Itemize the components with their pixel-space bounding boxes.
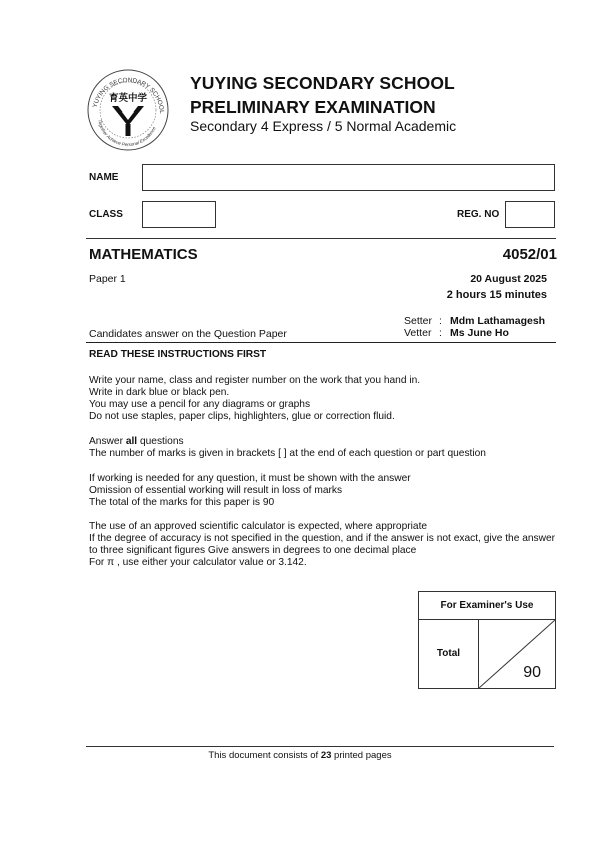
subject-title: MATHEMATICS <box>89 246 198 263</box>
exam-date: 20 August 2025 <box>470 273 547 285</box>
setter-colon: : <box>439 315 442 327</box>
instructions-block-2 <box>89 436 559 460</box>
candidates-note: Candidates answer on the Question Paper <box>89 328 287 340</box>
setter-label: Setter <box>404 315 433 327</box>
instructions-block-4 <box>89 521 557 569</box>
examiner-total-marks: 90 <box>523 664 541 681</box>
divider <box>86 342 556 343</box>
examiner-total-cell[interactable] <box>479 620 555 688</box>
exam-level: Secondary 4 Express / 5 Normal Academic <box>190 118 457 134</box>
logo-motto: Together Achieve Personal Excellence <box>97 119 157 148</box>
name-field[interactable] <box>142 164 555 191</box>
school-name: YUYING SECONDARY SCHOOL <box>190 73 455 93</box>
regno-label: REG. NO <box>457 209 500 220</box>
instruction-line: Omission of essential working will result in loss of marks <box>89 485 343 496</box>
instruction-line: You may use a pencil for any diagrams or graphs <box>89 399 311 410</box>
class-field[interactable] <box>142 201 216 228</box>
logo-ring-text: YUYING SECONDARY SCHOOL <box>91 76 166 114</box>
name-label: NAME <box>89 172 119 183</box>
answer-all: all <box>125 436 138 447</box>
instruction-line: Do not use staples, paper clips, highlighters, glue or correction fluid. <box>89 411 395 422</box>
footer-prefix: This document consists of <box>208 750 321 761</box>
footer-suffix: printed pages <box>331 750 392 761</box>
examiner-table <box>418 591 556 689</box>
diagonal-line <box>479 620 555 688</box>
exam-title: PRELIMINARY EXAMINATION <box>190 97 436 117</box>
vetter-colon: : <box>439 327 442 339</box>
vetter-name: Ms June Ho <box>450 327 509 339</box>
instruction-line: The number of marks is given in brackets [ ] at the end of each question or part question <box>89 448 486 459</box>
footer-divider <box>86 746 554 747</box>
instruction-line: Write your name, class and register number on the work that you hand in. <box>89 375 421 386</box>
vetter-label: Vetter <box>404 327 432 339</box>
exam-duration: 2 hours 15 minutes <box>446 289 547 301</box>
answer-suffix: questions <box>137 436 184 447</box>
instruction-line <box>89 436 559 448</box>
instruction-line: Write in dark blue or black pen. <box>89 387 230 398</box>
examiner-table-heading: For Examiner's Use <box>419 592 555 620</box>
page-count: 23 <box>320 750 332 761</box>
paper-code: 4052/01 <box>502 246 557 263</box>
regno-field[interactable] <box>505 201 555 228</box>
instruction-line: If the degree of accuracy is not specified in the question, and if the answer is not exact, give the answer to three significant figures Give answers in degrees to one decimal place <box>89 533 556 556</box>
paper-label: Paper 1 <box>89 273 126 285</box>
page-count-note <box>0 750 600 761</box>
instructions-heading: READ THESE INSTRUCTIONS FIRST <box>89 349 267 360</box>
divider <box>86 238 556 239</box>
instruction-line: For π , use either your calculator value or 3.142. <box>89 557 307 568</box>
instruction-line: The use of an approved scientific calculator is expected, where appropriate <box>89 521 428 532</box>
class-label: CLASS <box>89 209 123 220</box>
school-logo <box>86 68 170 152</box>
logo-chinese-text: 育英中学 <box>108 93 148 104</box>
setter-name: Mdm Lathamagesh <box>450 315 546 327</box>
examiner-total-label: Total <box>419 620 479 688</box>
instruction-line: If working is needed for any question, it must be shown with the answer <box>89 473 411 484</box>
instruction-line: The total of the marks for this paper is 90 <box>89 497 275 508</box>
instructions-block-1 <box>89 375 559 423</box>
instructions-block-3 <box>89 473 559 509</box>
answer-prefix: Answer <box>89 436 126 447</box>
